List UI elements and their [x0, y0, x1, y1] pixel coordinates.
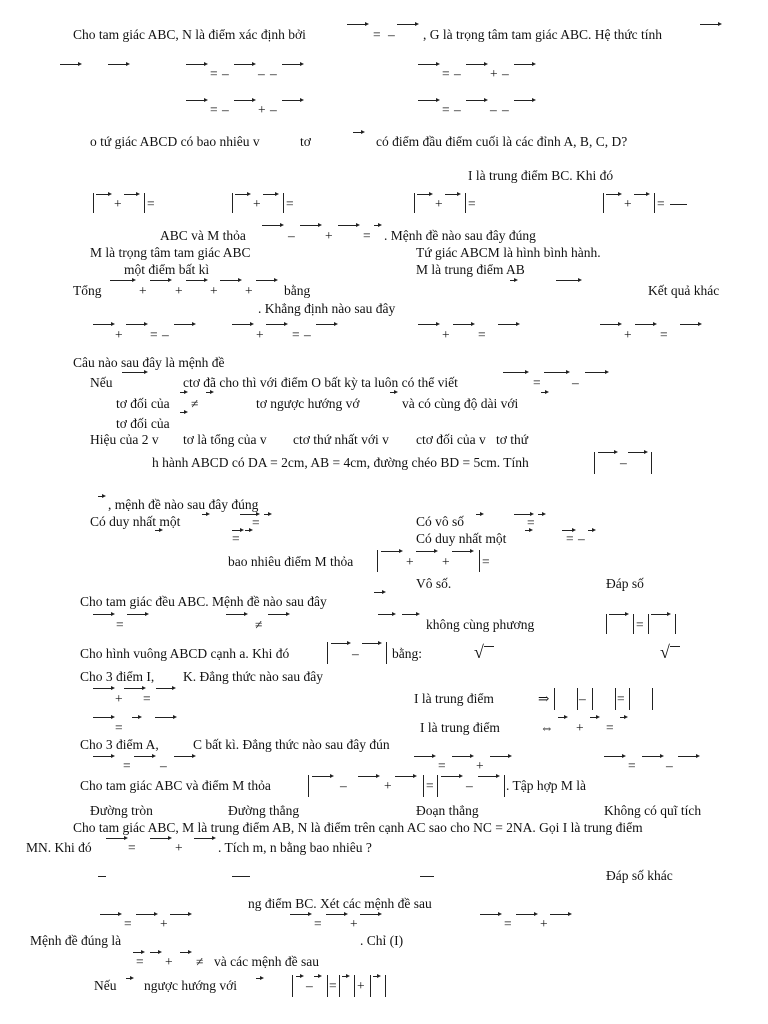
vector-arrow [544, 370, 570, 376]
vector-arrow [395, 774, 417, 780]
question-text: bằng [284, 283, 311, 298]
vector-arrow [264, 512, 272, 518]
equals-symbol: = [566, 531, 574, 546]
vector-arrow [106, 836, 128, 842]
option-text: ctơ đã cho thì với điểm O bất kỳ ta luôn có thể viết [183, 375, 458, 390]
vector-arrow [414, 754, 436, 760]
vector-arrow [466, 62, 488, 68]
equals-symbol: = [426, 778, 434, 793]
vector-arrow [338, 223, 360, 229]
vector-arrow [256, 976, 264, 982]
question-text: I là trung điểm BC. Khi đó [468, 168, 614, 183]
equals-symbol: = [442, 102, 450, 117]
vector-arrow [331, 641, 351, 647]
option-text: Vô số. [416, 576, 452, 591]
vector-arrow [127, 612, 149, 618]
question-text: Câu nào sau đây là mệnh đề [73, 355, 225, 370]
plus-symbol: + [139, 283, 147, 298]
vector-arrow [186, 62, 208, 68]
plus-symbol: + [350, 916, 358, 931]
vector-arrow [634, 192, 650, 198]
vector-norm [554, 688, 578, 710]
plus-symbol: + [435, 196, 443, 211]
vector-arrow [418, 322, 440, 328]
vector-arrow [620, 715, 628, 721]
plus-symbol: + [253, 196, 261, 211]
option-text: Đáp số khác [606, 868, 673, 883]
vector-arrow [445, 192, 461, 198]
vector-arrow [150, 278, 172, 284]
vector-arrow [108, 62, 130, 68]
vector-arrow [174, 754, 196, 760]
vector-arrow [93, 322, 115, 328]
sqrt-symbol [660, 644, 680, 660]
minus-symbol: – [270, 102, 277, 117]
question-text: , G là trọng tâm tam giác ABC. Hệ thức tính [423, 27, 663, 42]
vector-arrow [678, 754, 700, 760]
vector-arrow [514, 98, 536, 104]
plus-symbol: + [245, 283, 253, 298]
option-text: và có cùng độ dài với [402, 396, 519, 411]
plus-symbol: + [540, 916, 548, 931]
minus-symbol: – [270, 66, 277, 81]
vector-arrow [441, 774, 463, 780]
vector-arrow [342, 974, 350, 980]
vector-arrow [300, 223, 322, 229]
vector-arrow [155, 528, 163, 534]
question-text: Cho tam giác đều ABC. Mệnh đề nào sau đây [80, 594, 327, 609]
minus-symbol: – [666, 758, 673, 773]
vector-arrow [642, 754, 664, 760]
minus-symbol: – [162, 327, 169, 342]
vector-arrow [680, 322, 702, 328]
equals-symbol: = [617, 691, 625, 706]
vector-arrow [510, 278, 518, 284]
plus-symbol: + [165, 954, 173, 969]
question-text: Tổng [73, 283, 102, 298]
minus-symbol: – [620, 455, 627, 470]
vector-arrow [155, 715, 177, 721]
plus-symbol: + [442, 327, 450, 342]
option-text: Không có quĩ tích [604, 803, 702, 818]
vector-arrow [245, 528, 253, 534]
plus-symbol: + [476, 758, 484, 773]
question-text: C bất kì. Đẳng thức nào sau đây đún [193, 737, 390, 752]
question-text: và các mệnh đề sau [214, 954, 319, 969]
vector-arrow [312, 774, 334, 780]
implies-symbol: ⇒ [538, 691, 550, 706]
vector-arrow [268, 612, 290, 618]
option-text: I là trung điểm [414, 691, 494, 706]
vector-arrow [93, 686, 115, 692]
vector-arrow [452, 549, 474, 555]
vector-arrow [418, 98, 440, 104]
vector-arrow [538, 512, 546, 518]
equals-symbol: = [136, 954, 144, 969]
question-text: . Mệnh đề nào sau đây đúng [384, 228, 536, 243]
minus-symbol: – [160, 758, 167, 773]
question-text: tơ [300, 134, 311, 149]
vector-arrow [390, 390, 398, 396]
question-text: o tứ giác ABCD có bao nhiêu v [90, 134, 260, 149]
iff-symbol: ⇔ [540, 720, 554, 735]
vector-arrow [256, 278, 278, 284]
vector-arrow [202, 512, 210, 518]
vector-arrow [353, 130, 365, 136]
minus-symbol: – [258, 66, 265, 81]
vector-arrow [452, 754, 474, 760]
vector-arrow [93, 612, 115, 618]
vector-arrow [126, 322, 148, 328]
vector-arrow [186, 98, 208, 104]
option-text: Tứ giác ABCM là hình bình hành. [416, 245, 601, 260]
question-text: ABC và M thỏa [160, 228, 246, 243]
vector-arrow [416, 549, 438, 555]
vector-arrow [402, 612, 420, 618]
equals-symbol: = [314, 916, 322, 931]
question-text: Cho 3 điểm I, [80, 669, 155, 684]
equals-symbol: = [482, 554, 490, 569]
minus-symbol: – [572, 375, 579, 390]
option-text: Đường tròn [90, 803, 153, 818]
plus-symbol: + [624, 196, 632, 211]
option-text: ngược hướng với [144, 978, 238, 993]
vector-arrow [373, 974, 381, 980]
option-text: tơ đối của [116, 416, 170, 431]
plus-symbol: + [406, 554, 414, 569]
vector-arrow [374, 223, 382, 229]
vector-arrow [96, 192, 112, 198]
vector-arrow [600, 322, 622, 328]
option-text: ctơ thứ nhất với v [293, 432, 389, 447]
vector-arrow [374, 590, 386, 596]
question-text: h hành ABCD có DA = 2cm, AB = 4cm, đường chéo BD = 5cm. Tính [152, 455, 529, 470]
vector-arrow [126, 976, 134, 982]
vector-arrow [417, 192, 433, 198]
minus-symbol: – [222, 102, 229, 117]
equals-symbol: = [373, 27, 381, 42]
vector-arrow [234, 98, 256, 104]
vector-arrow [525, 528, 533, 534]
plus-symbol: + [160, 916, 168, 931]
vector-arrow [122, 370, 148, 376]
plus-symbol: + [325, 228, 333, 243]
vector-arrow [590, 715, 600, 721]
equals-symbol: = [527, 515, 535, 530]
vector-arrow [124, 192, 140, 198]
plus-symbol: + [115, 327, 123, 342]
plus-symbol: + [115, 691, 123, 706]
minus-symbol: – [454, 66, 461, 81]
question-text: Cho tam giác ABC, M là trung điểm AB, N là điểm trên cạnh AC sao cho NC = 2NA. Gọi I là trung điểm [73, 820, 643, 835]
vector-arrow [186, 278, 208, 284]
option-text: tơ là tổng của v [183, 432, 267, 447]
equals-symbol: = [143, 691, 151, 706]
plus-symbol: + [175, 283, 183, 298]
option-text: Có duy nhất một [90, 514, 181, 529]
equals-symbol: = [363, 228, 371, 243]
vector-arrow [418, 62, 440, 68]
vector-arrow [232, 322, 254, 328]
vector-arrow [635, 322, 657, 328]
option-text: Đoạn thẳng [416, 803, 479, 818]
vector-arrow [360, 912, 382, 918]
equals-symbol: = [128, 840, 136, 855]
plus-symbol: + [624, 327, 632, 342]
vector-arrow [628, 450, 648, 456]
vector-arrow [206, 390, 214, 396]
minus-symbol: – [388, 27, 395, 42]
question-text: Mệnh đề đúng là [30, 933, 122, 948]
vector-arrow [156, 686, 176, 692]
option-text: tơ ngược hướng vớ [256, 396, 360, 411]
vector-arrow [100, 912, 122, 918]
vector-arrow [296, 974, 304, 980]
equals-symbol: = [660, 327, 668, 342]
equals-symbol: = [123, 758, 131, 773]
equals-symbol: = [252, 515, 260, 530]
vector-arrow [194, 836, 216, 842]
vector-arrow [516, 912, 538, 918]
vector-arrow [397, 22, 419, 28]
question-text: Cho 3 điểm A, [80, 737, 159, 752]
vector-arrow [226, 612, 248, 618]
equals-symbol: = [442, 66, 450, 81]
minus-symbol: – [490, 102, 497, 117]
minus-symbol: – [502, 66, 509, 81]
vector-arrow [132, 715, 142, 721]
vector-arrow [541, 390, 549, 396]
option-text: M là trọng tâm tam giác ABC [90, 245, 251, 260]
option-text: một điểm bất kì [124, 262, 210, 277]
vector-arrow [588, 528, 596, 534]
vector-norm [592, 688, 616, 710]
question-text: Cho tam giác ABC và điểm M thỏa [80, 778, 271, 793]
vector-arrow [266, 322, 288, 328]
not-equal-symbol: ≠ [255, 617, 263, 632]
vector-arrow [180, 410, 188, 416]
option-text: Nếu [94, 978, 117, 993]
vector-arrow [558, 715, 568, 721]
equals-symbol: = [150, 327, 158, 342]
option-text: Kết quả khác [648, 283, 720, 298]
equals-symbol: = [533, 375, 541, 390]
plus-symbol: + [210, 283, 218, 298]
minus-symbol: – [502, 102, 509, 117]
option-text: I là trung điểm [420, 720, 500, 735]
vector-arrow [606, 192, 622, 198]
fraction-bar [670, 204, 687, 205]
plus-symbol: + [256, 327, 264, 342]
equals-symbol: = [329, 978, 337, 993]
question-text: có điểm đầu điểm cuối là các đỉnh A, B, C, D? [376, 134, 628, 149]
vector-arrow [498, 322, 520, 328]
question-text: . Khẳng định nào sau đây [258, 301, 396, 316]
vector-arrow [93, 715, 115, 721]
vector-arrow [110, 278, 136, 284]
vector-arrow [150, 950, 162, 956]
option-text: tơ đối của [116, 396, 170, 411]
vector-arrow [466, 98, 488, 104]
plus-symbol: + [357, 978, 365, 993]
plus-symbol: + [114, 196, 122, 211]
plus-symbol: + [442, 554, 450, 569]
plus-symbol: + [490, 66, 498, 81]
question-text: , mệnh đề nào sau đây đúng [108, 497, 259, 512]
sqrt-symbol [474, 644, 494, 660]
equals-symbol: = [636, 617, 644, 632]
equals-symbol: = [657, 196, 665, 211]
vector-arrow [174, 322, 196, 328]
fraction-bar [98, 876, 106, 877]
vector-arrow [60, 62, 82, 68]
equals-symbol: = [292, 327, 300, 342]
plus-symbol: + [384, 778, 392, 793]
equals-symbol: = [286, 196, 294, 211]
minus-symbol: – [288, 228, 295, 243]
vector-arrow [180, 950, 192, 956]
vector-arrow [585, 370, 609, 376]
minus-symbol: – [306, 978, 313, 993]
minus-symbol: – [222, 66, 229, 81]
not-equal-symbol: ≠ [191, 396, 199, 411]
vector-arrow [220, 278, 242, 284]
plus-symbol: + [258, 102, 266, 117]
equals-symbol: = [210, 66, 218, 81]
minus-symbol: – [304, 327, 311, 342]
option-text: không cùng phương [426, 617, 535, 632]
vector-arrow [700, 22, 722, 28]
vector-arrow [609, 612, 629, 618]
vector-arrow [480, 912, 502, 918]
minus-symbol: – [340, 778, 347, 793]
vector-norm [629, 688, 653, 710]
question-text: K. Đẳng thức nào sau đây [183, 669, 324, 684]
vector-arrow [282, 98, 304, 104]
equals-symbol: = [210, 102, 218, 117]
minus-symbol: – [454, 102, 461, 117]
equals-symbol: = [115, 720, 123, 735]
vector-arrow [550, 912, 572, 918]
question-text: ng điểm BC. Xét các mệnh đề sau [248, 896, 432, 911]
question-text: bằng: [392, 646, 422, 661]
equals-symbol: = [478, 327, 486, 342]
vector-arrow [476, 512, 484, 518]
vector-arrow [235, 192, 251, 198]
equals-symbol: = [147, 196, 155, 211]
vector-arrow [490, 754, 512, 760]
option-text: tơ thứ [496, 432, 529, 447]
minus-symbol: – [466, 778, 473, 793]
option-text: Đường thẳng [228, 803, 300, 818]
question-text: Cho hình vuông ABCD cạnh a. Khi đó [80, 646, 290, 661]
vector-arrow [378, 612, 396, 618]
plus-symbol: + [175, 840, 183, 855]
vector-arrow [136, 912, 158, 918]
vector-arrow [263, 192, 279, 198]
option-text: . Chỉ (I) [360, 933, 404, 948]
option-text: Đáp số [606, 576, 644, 591]
vector-arrow [290, 912, 312, 918]
option-text: ctơ đối của v [416, 432, 486, 447]
vector-arrow [453, 322, 475, 328]
question-text: . Tập hợp M là [506, 778, 587, 793]
vector-arrow [170, 912, 192, 918]
vector-arrow [316, 322, 338, 328]
option-text: M là trung điểm AB [416, 262, 525, 277]
equals-symbol: = [468, 196, 476, 211]
vector-arrow [347, 22, 369, 28]
vector-arrow [362, 641, 382, 647]
equals-symbol: = [606, 720, 614, 735]
vector-arrow [326, 912, 348, 918]
minus-symbol: – [352, 646, 359, 661]
minus-symbol: – [579, 691, 586, 706]
vector-arrow [180, 390, 188, 396]
vector-arrow [262, 223, 284, 229]
fraction-bar [232, 876, 250, 877]
minus-symbol: – [578, 531, 585, 546]
vector-arrow [598, 450, 618, 456]
equals-symbol: = [116, 617, 124, 632]
vector-arrow [651, 612, 671, 618]
equals-symbol: = [232, 531, 240, 546]
vector-arrow [282, 62, 304, 68]
vector-arrow [604, 754, 626, 760]
fraction-bar [420, 876, 434, 877]
option-text: Nếu [90, 375, 113, 390]
not-equal-symbol: ≠ [196, 954, 204, 969]
option-text: Có vô số [416, 514, 465, 529]
question-text: MN. Khi đó [26, 840, 92, 855]
vector-arrow [503, 370, 529, 376]
plus-symbol: + [576, 720, 584, 735]
vector-arrow [358, 774, 380, 780]
option-text: Hiệu của 2 v [90, 432, 159, 447]
equals-symbol: = [438, 758, 446, 773]
vector-arrow [314, 974, 322, 980]
vector-arrow [150, 836, 172, 842]
equals-symbol: = [504, 916, 512, 931]
vector-arrow [381, 549, 403, 555]
vector-arrow [93, 754, 115, 760]
question-text: . Tích m, n bằng bao nhiêu ? [218, 840, 372, 855]
vector-arrow [234, 62, 256, 68]
option-text: Có duy nhất một [416, 531, 507, 546]
equals-symbol: = [124, 916, 132, 931]
vector-arrow [478, 774, 500, 780]
vector-arrow [556, 278, 582, 284]
vector-arrow [98, 494, 106, 500]
equals-symbol: = [628, 758, 636, 773]
vector-arrow [514, 62, 536, 68]
question-text: Cho tam giác ABC, N là điểm xác định bởi [73, 27, 306, 42]
vector-arrow [134, 754, 156, 760]
question-text: bao nhiêu điểm M thỏa [228, 554, 354, 569]
